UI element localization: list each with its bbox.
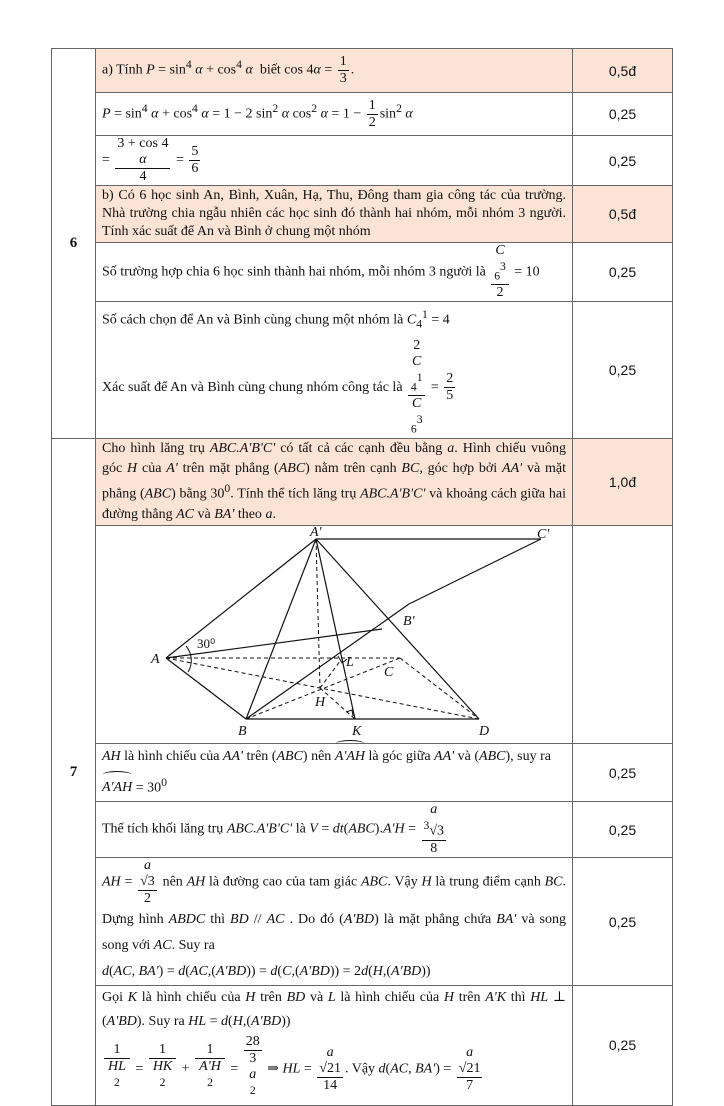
label-A1: A' xyxy=(310,526,322,541)
label-L: L xyxy=(346,655,354,671)
q7-figure-points-cell xyxy=(573,525,673,743)
q7-prompt: Cho hình lăng trụ ABC.A'B'C' có tất cả các cạnh đều bằng a. Hình chiếu vuông góc H của A' trên mặt phẳng (ABC) nằm trên cạnh BC, góc hợp bởi AA' và mặt phẳng (ABC) bằng $30^0$. Tính thể tích lăng trụ ABC.A'B'C' và khoảng cách giữa hai đường thẳng AC và BA' theo a. xyxy=(96,438,573,525)
q6-part-b-step1-points: 0,25 xyxy=(573,243,673,302)
q6-part-a-step2: = 3 + cos 4 α 4 = $\frac{5}{6}$ xyxy=(96,136,573,186)
q6-part-a-step1: $P = \sin^4 \alpha + \cos^4 \alpha = 1 - 2$ $\sin^2 \alpha$ $\cos^2 \alpha = 1$ − $\frac{1}{2}$ $\sin^2 \alpha$ xyxy=(96,93,573,136)
q7-step2-points: 0,25 xyxy=(573,802,673,858)
dashed-C-D xyxy=(400,658,479,719)
edge-B-B1 xyxy=(246,604,409,719)
label-C: C xyxy=(384,665,394,681)
q6-part-b-points: 0,5đ xyxy=(573,186,673,243)
dashed-A1-H xyxy=(316,539,320,688)
label-angle: 30⁰ xyxy=(197,636,216,652)
q6-part-b-step2: Số cách chọn để An và Bình cùng chung một nhóm là $C_4^1 = 4$ Xác suất để An và Bình cùng chung nhóm công tác là 2 C $_4^1$ C $_6^3$ = $\frac{2}{5}$ xyxy=(96,302,573,438)
label-K: K xyxy=(352,724,362,740)
edge-A1-B xyxy=(246,539,316,719)
q7-step1-points: 0,25 xyxy=(573,743,673,802)
q7-points: 1,0đ xyxy=(573,438,673,525)
question-number-7: 7 xyxy=(52,438,96,1105)
answer-table xyxy=(51,48,673,1106)
label-A: A xyxy=(151,652,160,668)
q6-part-a-step1-points: 0,25 xyxy=(573,93,673,136)
label-D: D xyxy=(479,724,490,740)
q7-step2: Thể tích khối lăng trụ ABC.A'B'C' là V = dt(ABC).A'H = a $^3$√3 8 xyxy=(96,802,573,858)
angle-arc xyxy=(186,646,191,672)
q6-part-a-step2-points: 0,25 xyxy=(573,136,673,186)
q6-part-b-prompt: b) Có 6 học sinh An, Bình, Xuân, Hạ, Thu, Đông tham gia công tác của trường. Nhà trường chia ngẫu nhiên các học sinh đó thành hai nhóm, mỗi nhóm 3 người. Tính xác suất để An và Bình ở chung một nhóm xyxy=(96,186,573,243)
edge-A-B xyxy=(166,658,246,719)
edge-A1-K xyxy=(316,539,355,719)
edge-B1-C1 xyxy=(409,539,541,604)
prism-figure xyxy=(96,526,573,742)
label-C1: C' xyxy=(537,527,550,543)
label-B1: B' xyxy=(403,614,415,630)
q6-part-b-step1: Số trường hợp chia 6 học sinh thành hai nhóm, mỗi nhóm 3 người là C $_6^3$ 2 = 10 xyxy=(96,243,573,302)
q7-figure-cell xyxy=(96,525,573,743)
label-B: B xyxy=(238,724,247,740)
q7-step1: AH là hình chiếu của AA' trên (ABC) nên A'AH là góc giữa AA' và (ABC), suy ra $A'AH = 30^0$ xyxy=(96,743,573,802)
right-angle-K xyxy=(346,710,353,716)
q7-step4-points: 0,25 xyxy=(573,986,673,1106)
q7-step3-points: 0,25 xyxy=(573,858,673,986)
q7-step3: AH = a √3 2 nên AH là đường cao của tam giác ABC. Vậy H là trung điểm cạnh BC. Dựng hình ABDC thì BD // AC . Do đó (A'BD) là mặt phẳng chứa BA' và song song với AC. Suy ra d(AC, BA') = d(AC,(A'BD)) = d(C,(A'BD)) = 2d(H,(A'BD)) xyxy=(96,858,573,986)
label-H: H xyxy=(315,695,326,711)
q6-part-a-points: 0,5đ xyxy=(573,49,673,93)
q6-part-a-prompt: a) Tính $P = \sin^4 \alpha + \cos^4 \alpha$ biết cos 4α = $\frac{1}{3}$ . xyxy=(96,49,573,93)
q6-part-b-step2-points: 0,25 xyxy=(573,302,673,438)
question-number-6: 6 xyxy=(52,49,96,439)
q7-step4: Gọi K là hình chiếu của H trên BD và L là hình chiếu của H trên A'K thì HL ⊥ (A'BD). Suy ra HL = d(H,(A'BD)) 1 HL $^2$ = 1 HK $^2$ + 1 A'H $^2$ = 28 3 a $^2$ ⇒ HL = a √21 14 . Vậy d(AC, BA') = a √21 7 xyxy=(96,986,573,1106)
